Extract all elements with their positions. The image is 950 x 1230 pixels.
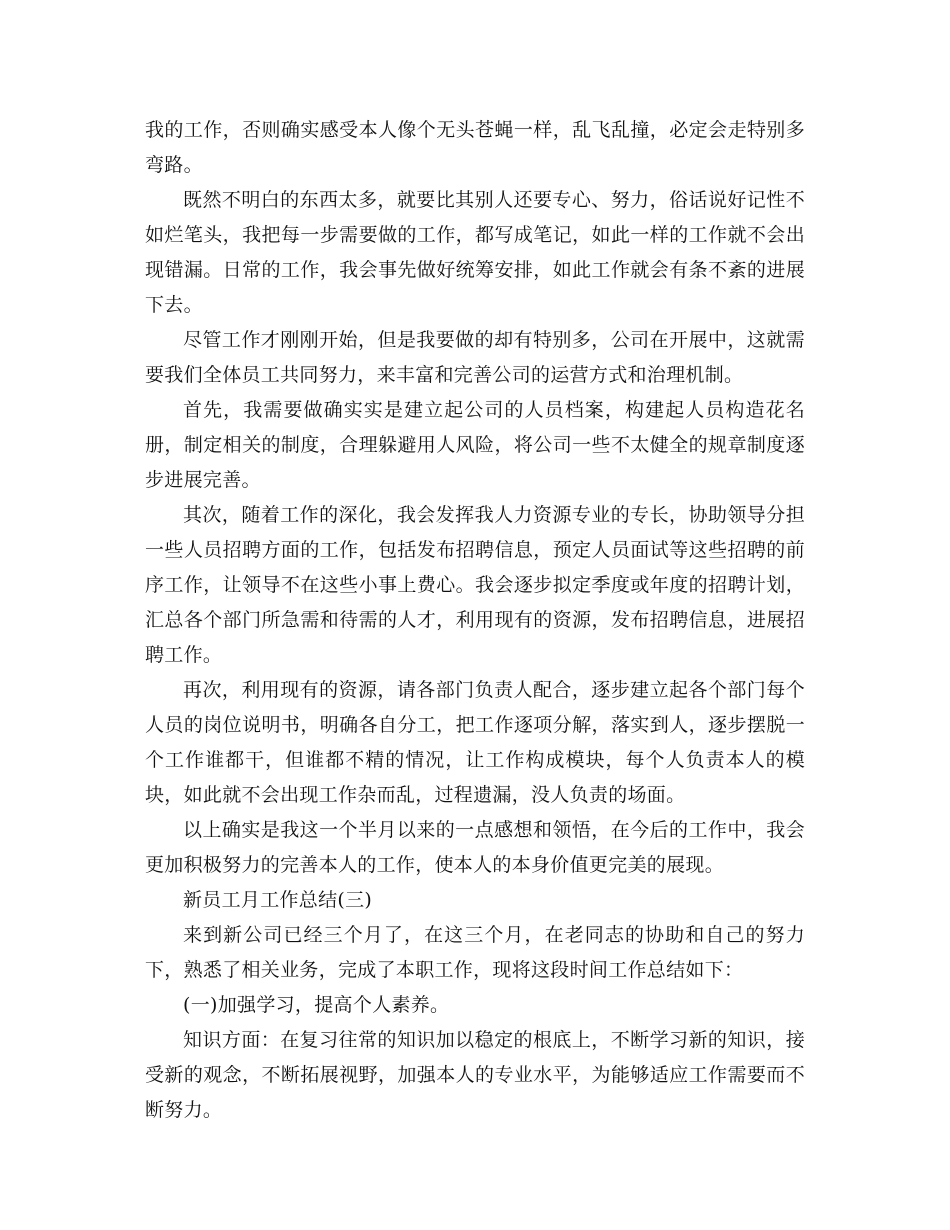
paragraph: 以上确实是我这一个半月以来的一点感想和领悟，在今后的工作中，我会更加积极努力的完善本人的工作，使本人的本身价值更完美的展现。 <box>145 819 805 876</box>
document-body <box>145 113 805 1128</box>
paragraph: 首先，我需要做确实实是建立起公司的人员档案，构建起人员构造花名册，制定相关的制度，合理躲避用人风险，将公司一些不太健全的规章制度逐步进展完善。 <box>145 399 805 491</box>
paragraph: 其次，随着工作的深化，我会发挥我人力资源专业的专长，协助领导分担一些人员招聘方面的工作，包括发布招聘信息，预定人员面试等这些招聘的前序工作，让领导不在这些小事上费心。我会逐步拟定季度或年度的招聘计划，汇总各个部门所急需和待需的人才，利用现有的资源，发布招聘信息，进展招聘工作。 <box>145 504 805 666</box>
paragraph: 再次，利用现有的资源，请各部门负责人配合，逐步建立起各个部门每个人员的岗位说明书，明确各自分工，把工作逐项分解，落实到人，逐步摆脱一个工作谁都干，但谁都不精的情况，让工作构成模块，每个人负责本人的模块，如此就不会出现工作杂而乱，过程遗漏，没人负责的场面。 <box>145 679 805 806</box>
paragraph: 来到新公司已经三个月了，在这三个月，在老同志的协助和自己的努力下，熟悉了相关业务，完成了本职工作，现将这段时间工作总结如下： <box>145 924 805 981</box>
paragraph-continuation: 我的工作，否则确实感受本人像个无头苍蝇一样，乱飞乱撞，必定会走特别多弯路。 <box>145 119 805 176</box>
paragraph: 尽管工作才刚刚开始，但是我要做的却有特别多，公司在开展中，这就需要我们全体员工共同努力，来丰富和完善公司的运营方式和治理机制。 <box>145 329 805 386</box>
paragraph: 知识方面：在复习往常的知识加以稳定的根底上，不断学习新的知识，接受新的观念，不断拓展视野，加强本人的专业水平，为能够适应工作需要而不断努力。 <box>145 1029 805 1121</box>
section-heading: 新员工月工作总结(三) <box>183 889 373 911</box>
paragraph: 既然不明白的东西太多，就要比其别人还要专心、努力，俗话说好记性不如烂笔头，我把每一步需要做的工作，都写成笔记，如此一样的工作就不会出现错漏。日常的工作，我会事先做好统筹安排，如此工作就会有条不紊的进展下去。 <box>145 189 805 316</box>
subsection-heading: (一)加强学习，提高个人素养。 <box>183 994 450 1016</box>
